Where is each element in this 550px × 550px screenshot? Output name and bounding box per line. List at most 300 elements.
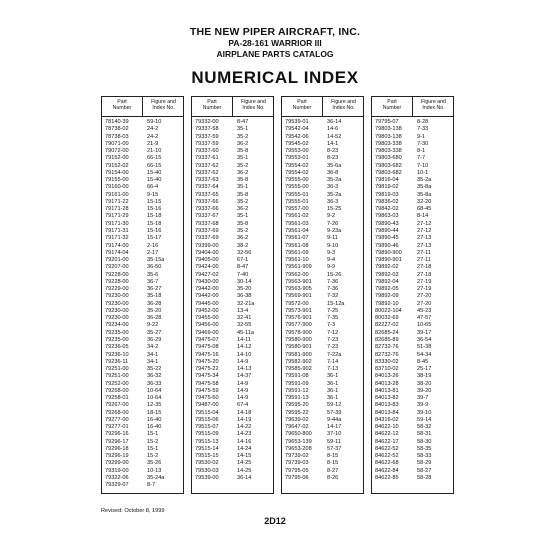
table-row xyxy=(282,272,363,279)
figure-index: 38-20 xyxy=(417,380,432,387)
table-row xyxy=(282,163,363,170)
part-number: 79228-00 xyxy=(105,271,129,278)
table-row xyxy=(372,402,453,409)
table-row xyxy=(192,373,273,380)
table-row xyxy=(372,337,453,344)
part-number: 79230-00 xyxy=(105,307,129,314)
table-row xyxy=(372,293,453,300)
part-number: 79152-02 xyxy=(105,162,129,169)
figure-index: 45-23 xyxy=(417,307,432,314)
part-number: 79229-00 xyxy=(105,286,129,293)
part-number: 79404-00 xyxy=(195,249,219,256)
figure-index: 37-10 xyxy=(327,431,342,438)
figure-index: 14-10 xyxy=(237,351,252,358)
part-number: 79577-900 xyxy=(285,322,312,329)
table-row xyxy=(372,272,453,279)
table-row xyxy=(282,395,363,402)
table-row xyxy=(282,352,363,359)
table-row xyxy=(372,315,453,322)
table-row xyxy=(282,192,363,199)
part-number: 79530-02 xyxy=(195,460,219,467)
index-column xyxy=(281,96,364,494)
part-number: 82227-02 xyxy=(375,322,399,329)
part-number: 79580-901 xyxy=(285,344,312,351)
figure-index: 14-9 xyxy=(237,380,249,387)
table-row xyxy=(192,177,273,184)
table-row xyxy=(192,257,273,264)
table-row xyxy=(372,322,453,329)
figure-index: 8-47 xyxy=(237,264,249,271)
figure-index: 35-8 xyxy=(237,191,249,198)
figure-index: 58-35 xyxy=(417,445,432,452)
figure-index: 58-27 xyxy=(417,467,432,474)
part-number: 79296-18 xyxy=(105,445,129,452)
figure-index: 35-1 xyxy=(237,213,249,220)
part-number: 79329-07 xyxy=(105,482,129,489)
column-header xyxy=(372,97,453,117)
table-row xyxy=(192,155,273,162)
part-number: 79442-00 xyxy=(195,286,219,293)
part-number: 79234-00 xyxy=(105,322,129,329)
part-number: 79337-59 xyxy=(195,140,219,147)
figure-index: 34-1 xyxy=(147,351,159,358)
part-number: 79427-02 xyxy=(195,271,219,278)
figure-index-header: Figure and Index No. xyxy=(151,99,176,111)
figure-index: 59-10 xyxy=(147,119,162,125)
table-row xyxy=(372,170,453,177)
figure-index: 36-2 xyxy=(237,169,249,176)
part-number: 79515-04 xyxy=(195,409,219,416)
table-row xyxy=(102,482,183,489)
figure-index: 35-8a xyxy=(417,191,432,198)
figure-index: 67-4 xyxy=(237,402,249,409)
table-row xyxy=(372,134,453,141)
figure-index: 36-14 xyxy=(237,475,252,482)
table-row xyxy=(372,141,453,148)
figure-index: 21-10 xyxy=(147,148,162,155)
part-number: 79515-14 xyxy=(195,445,219,452)
table-row xyxy=(372,155,453,162)
part-number: 79337-66 xyxy=(195,206,219,213)
figure-index: 36-33 xyxy=(147,380,162,387)
part-number: 79585-902 xyxy=(285,366,312,373)
figure-index: 14-11 xyxy=(237,336,251,343)
table-row xyxy=(282,431,363,438)
figure-index: 9-4 xyxy=(327,257,336,264)
figure-index: 14-6 xyxy=(327,126,339,133)
figure-index: 8-27 xyxy=(327,467,339,474)
part-number: 79650-800 xyxy=(285,431,312,438)
figure-index: 32-21a xyxy=(237,300,255,307)
table-row xyxy=(192,243,273,250)
figure-index: 9-22 xyxy=(147,322,159,329)
part-number: 79892-02 xyxy=(375,264,399,271)
table-row xyxy=(372,213,453,220)
table-row xyxy=(372,424,453,431)
table-row xyxy=(282,446,363,453)
table-row xyxy=(192,286,273,293)
part-number: 79561-07 xyxy=(285,235,309,242)
table-row xyxy=(192,235,273,242)
table-row xyxy=(282,373,363,380)
part-number: 84622-68 xyxy=(375,460,399,467)
part-number: 79174-00 xyxy=(105,242,129,249)
part-number: 79154-00 xyxy=(105,169,129,176)
figure-index: 35-20 xyxy=(237,286,252,293)
table-row xyxy=(192,206,273,213)
part-number: 79299-00 xyxy=(105,460,129,467)
part-number: 79171-29 xyxy=(105,213,129,220)
figure-index: 7-30 xyxy=(417,140,429,147)
figure-index: 14-37 xyxy=(237,373,252,380)
figure-index: 32-56 xyxy=(237,249,252,256)
part-number: 79803-338 xyxy=(375,140,402,147)
part-number: 79563-901 xyxy=(285,278,312,285)
part-number: 79337-65 xyxy=(195,191,219,198)
figure-index: 14-9 xyxy=(237,358,249,365)
part-number: 79252-00 xyxy=(105,380,129,387)
part-number: 79572-00 xyxy=(285,300,309,307)
table-row xyxy=(102,141,183,148)
table-row xyxy=(372,301,453,308)
part-number: 79563-905 xyxy=(285,286,312,293)
figure-index: 36-2 xyxy=(237,206,249,213)
table-row xyxy=(192,395,273,402)
figure-index: 57-39 xyxy=(327,409,342,416)
table-row xyxy=(282,235,363,242)
figure-index: 36-7 xyxy=(147,278,159,285)
part-number: 79591-13 xyxy=(285,395,309,402)
figure-index: 58-33 xyxy=(417,453,432,460)
figure-index: 15-16 xyxy=(147,227,162,234)
figure-index: 14-13 xyxy=(237,366,252,373)
part-number-header: Part Number xyxy=(382,99,402,111)
part-number: 79337-62 xyxy=(195,162,219,169)
part-number: 79071-00 xyxy=(105,140,129,147)
table-row xyxy=(372,228,453,235)
figure-index: 59-14 xyxy=(417,416,432,423)
part-number: 79639-02 xyxy=(285,416,309,423)
table-row xyxy=(372,163,453,170)
table-row xyxy=(192,184,273,191)
table-row xyxy=(102,199,183,206)
figure-index-header: Figure and Index No. xyxy=(331,99,356,111)
figure-index: 15-1 xyxy=(147,431,159,438)
part-number: 79542-04 xyxy=(285,126,309,133)
part-number: 79475-16 xyxy=(195,351,219,358)
table-row xyxy=(372,395,453,402)
figure-index: 36-38 xyxy=(237,293,252,300)
part-number: 79475-58 xyxy=(195,380,219,387)
table-row xyxy=(192,126,273,133)
figure-index: 38-2 xyxy=(237,242,249,249)
part-number: 79267-00 xyxy=(105,402,129,409)
figure-index: 35-20 xyxy=(147,307,162,314)
table-row xyxy=(282,184,363,191)
table-row xyxy=(282,468,363,475)
figure-index: 14-9 xyxy=(237,395,249,402)
table-row xyxy=(102,460,183,467)
table-row xyxy=(192,446,273,453)
figure-index: 15-12a xyxy=(327,300,345,307)
table-row xyxy=(372,373,453,380)
figure-index: 14-24 xyxy=(237,445,252,452)
part-number: 79171-22 xyxy=(105,198,129,205)
figure-index: 35-2a xyxy=(327,191,342,198)
table-row xyxy=(282,134,363,141)
part-number: 79337-60 xyxy=(195,148,219,155)
table-row xyxy=(102,424,183,431)
figure-index: 9-15 xyxy=(147,191,159,198)
part-number: 79515-15 xyxy=(195,453,219,460)
part-number: 79739-03 xyxy=(285,460,309,467)
figure-index: 35-2 xyxy=(237,198,249,205)
part-number: 79561-02 xyxy=(285,213,309,220)
part-number: 79562-00 xyxy=(285,271,309,278)
part-number: 79582-902 xyxy=(285,358,312,365)
part-number: 79803-682 xyxy=(375,169,402,176)
part-number: 79236-05 xyxy=(105,344,129,351)
table-row xyxy=(102,388,183,395)
table-row xyxy=(102,155,183,162)
table-row xyxy=(102,192,183,199)
figure-index: 39-9 xyxy=(417,402,429,409)
table-row xyxy=(102,453,183,460)
figure-index: 35-24a xyxy=(147,475,165,482)
figure-index: 14-18 xyxy=(237,409,252,416)
part-number: 84622-17 xyxy=(375,438,399,445)
table-row xyxy=(192,213,273,220)
table-row xyxy=(282,293,363,300)
figure-index: 57-37 xyxy=(327,445,342,452)
table-row xyxy=(192,199,273,206)
figure-index: 36-29 xyxy=(147,336,162,343)
table-row xyxy=(372,352,453,359)
table-row xyxy=(102,119,183,126)
part-number: 79230-00 xyxy=(105,293,129,300)
figure-index: 35-1 xyxy=(237,184,249,191)
figure-index: 35-6a xyxy=(327,162,342,169)
part-number: 79591-12 xyxy=(285,387,309,394)
part-number: 79739-02 xyxy=(285,453,309,460)
table-row xyxy=(192,279,273,286)
figure-index-header: Figure and Index No. xyxy=(421,99,446,111)
table-row xyxy=(372,221,453,228)
figure-index: 36-54 xyxy=(417,336,432,343)
table-row xyxy=(372,460,453,467)
table-row xyxy=(282,344,363,351)
figure-index: 14-17 xyxy=(327,424,342,431)
page-number: 2D12 xyxy=(264,516,286,526)
table-row xyxy=(372,199,453,206)
table-row xyxy=(192,119,273,126)
figure-index: 9-10 xyxy=(327,242,339,249)
figure-index: 15-40 xyxy=(147,169,162,176)
table-row xyxy=(102,184,183,191)
table-row xyxy=(192,134,273,141)
index-table xyxy=(101,96,454,494)
table-row xyxy=(102,279,183,286)
part-number: 79653-208 xyxy=(285,445,312,452)
part-number: 79152-00 xyxy=(105,155,129,162)
table-row xyxy=(192,315,273,322)
figure-index: 15-2 xyxy=(147,438,159,445)
table-row xyxy=(282,308,363,315)
figure-index: 35-2a xyxy=(417,177,432,184)
table-row xyxy=(192,221,273,228)
part-number: 79816-04 xyxy=(375,177,399,184)
figure-index: 54-34 xyxy=(417,351,432,358)
part-number: 79561-09 xyxy=(285,249,309,256)
figure-index: 35-27 xyxy=(147,329,162,336)
part-number: 79424-00 xyxy=(195,264,219,271)
figure-index: 14-9 xyxy=(237,387,249,394)
table-row xyxy=(282,119,363,126)
figure-index: 15-16 xyxy=(147,206,162,213)
table-row xyxy=(192,410,273,417)
part-number: 79475-07 xyxy=(195,336,219,343)
figure-index: 8-26 xyxy=(327,475,339,482)
part-number: 79442-00 xyxy=(195,293,219,300)
figure-index: 36-2 xyxy=(237,140,249,147)
table-row xyxy=(372,264,453,271)
table-row xyxy=(102,446,183,453)
part-number: 79296-17 xyxy=(105,438,129,445)
part-number: 79555-00 xyxy=(285,184,309,191)
table-row xyxy=(102,395,183,402)
table-row xyxy=(282,439,363,446)
figure-index: 35-8a xyxy=(417,184,432,191)
table-row xyxy=(282,359,363,366)
figure-index: 36-32 xyxy=(147,373,162,380)
part-number: 79277-01 xyxy=(105,424,129,431)
part-number: 84622-10 xyxy=(375,424,399,431)
table-row xyxy=(192,366,273,373)
part-number: 79591-09 xyxy=(285,380,309,387)
part-number: 79337-64 xyxy=(195,184,219,191)
part-number: 79553-00 xyxy=(285,148,309,155)
table-row xyxy=(372,359,453,366)
part-number-header: Part Number xyxy=(202,99,222,111)
figure-index: 58-28 xyxy=(417,475,432,482)
part-number: 79515-13 xyxy=(195,438,219,445)
figure-index: 67-1 xyxy=(237,257,249,264)
figure-index: 9-1 xyxy=(417,133,426,140)
column-header xyxy=(102,97,183,117)
figure-index: 14-15 xyxy=(237,453,252,460)
table-row xyxy=(372,330,453,337)
table-row xyxy=(102,257,183,264)
figure-index: 68-45 xyxy=(417,206,432,213)
table-row xyxy=(282,264,363,271)
table-row xyxy=(192,475,273,482)
part-number: 84013-81 xyxy=(375,387,399,394)
figure-index: 36-1 xyxy=(327,373,339,380)
table-row xyxy=(372,119,453,126)
part-number: 79322-06 xyxy=(105,475,129,482)
figure-index: 15-2 xyxy=(147,453,159,460)
table-row xyxy=(192,439,273,446)
part-number: 79561-03 xyxy=(285,220,309,227)
figure-index: 36-27 xyxy=(147,286,162,293)
table-row xyxy=(102,373,183,380)
table-row xyxy=(372,235,453,242)
table-row xyxy=(282,453,363,460)
part-number: 80022-104 xyxy=(375,307,402,314)
table-row xyxy=(192,381,273,388)
part-number: 79795-06 xyxy=(285,475,309,482)
part-number: 79155-00 xyxy=(105,177,129,184)
table-row xyxy=(282,206,363,213)
part-number: 84622-12 xyxy=(375,431,399,438)
figure-index: 58-32 xyxy=(417,424,432,431)
figure-index: 59-12 xyxy=(327,402,342,409)
part-number: 79595-20 xyxy=(285,402,309,409)
figure-index: 10-64 xyxy=(147,387,162,394)
part-number: 79337-58 xyxy=(195,126,219,133)
figure-index: 14-1 xyxy=(327,140,339,147)
part-number: 79892-05 xyxy=(375,286,399,293)
table-row xyxy=(282,337,363,344)
table-row xyxy=(372,177,453,184)
table-row xyxy=(282,475,363,482)
table-row xyxy=(282,243,363,250)
part-number: 79591-08 xyxy=(285,373,309,380)
figure-index: 35-6 xyxy=(147,271,159,278)
part-number: 79890-44 xyxy=(375,227,399,234)
table-row xyxy=(282,424,363,431)
table-row xyxy=(372,453,453,460)
index-column xyxy=(101,96,184,494)
figure-index: 7-33 xyxy=(417,126,429,133)
table-row xyxy=(282,330,363,337)
table-row xyxy=(102,206,183,213)
part-number: 79277-00 xyxy=(105,416,129,423)
part-number: 79236-11 xyxy=(105,358,129,365)
part-number: 83330-02 xyxy=(375,358,399,365)
table-row xyxy=(192,301,273,308)
figure-index: 7-32 xyxy=(327,293,339,300)
table-row xyxy=(282,402,363,409)
table-row xyxy=(282,417,363,424)
part-number: 79171-30 xyxy=(105,220,129,227)
revision-date: Revised: October 8, 1999 xyxy=(101,508,165,514)
part-number: 79171-32 xyxy=(105,235,129,242)
figure-index: 9-11 xyxy=(327,235,338,242)
part-number-header: Part Number xyxy=(292,99,312,111)
figure-index: 7-23 xyxy=(327,336,339,343)
part-number: 79555-00 xyxy=(285,177,309,184)
part-number: 79337-69 xyxy=(195,235,219,242)
table-row xyxy=(282,460,363,467)
table-row xyxy=(192,250,273,257)
part-number: 79595-22 xyxy=(285,409,309,416)
part-number: 82732-76 xyxy=(375,344,399,351)
part-number: 84013-83 xyxy=(375,402,399,409)
part-number: 79892-10 xyxy=(375,300,399,307)
part-number: 79530-03 xyxy=(195,467,219,474)
part-number: 79337-59 xyxy=(195,133,219,140)
figure-index: 27-20 xyxy=(417,300,432,307)
figure-index: 8-7 xyxy=(147,482,156,489)
figure-index: 36-28 xyxy=(147,315,162,322)
figure-index: 15-15 xyxy=(147,198,162,205)
part-number: 79268-00 xyxy=(105,409,129,416)
figure-index: 35-1 xyxy=(237,155,249,162)
table-row xyxy=(102,315,183,322)
part-number: 79890-901 xyxy=(375,257,402,264)
table-row xyxy=(372,446,453,453)
